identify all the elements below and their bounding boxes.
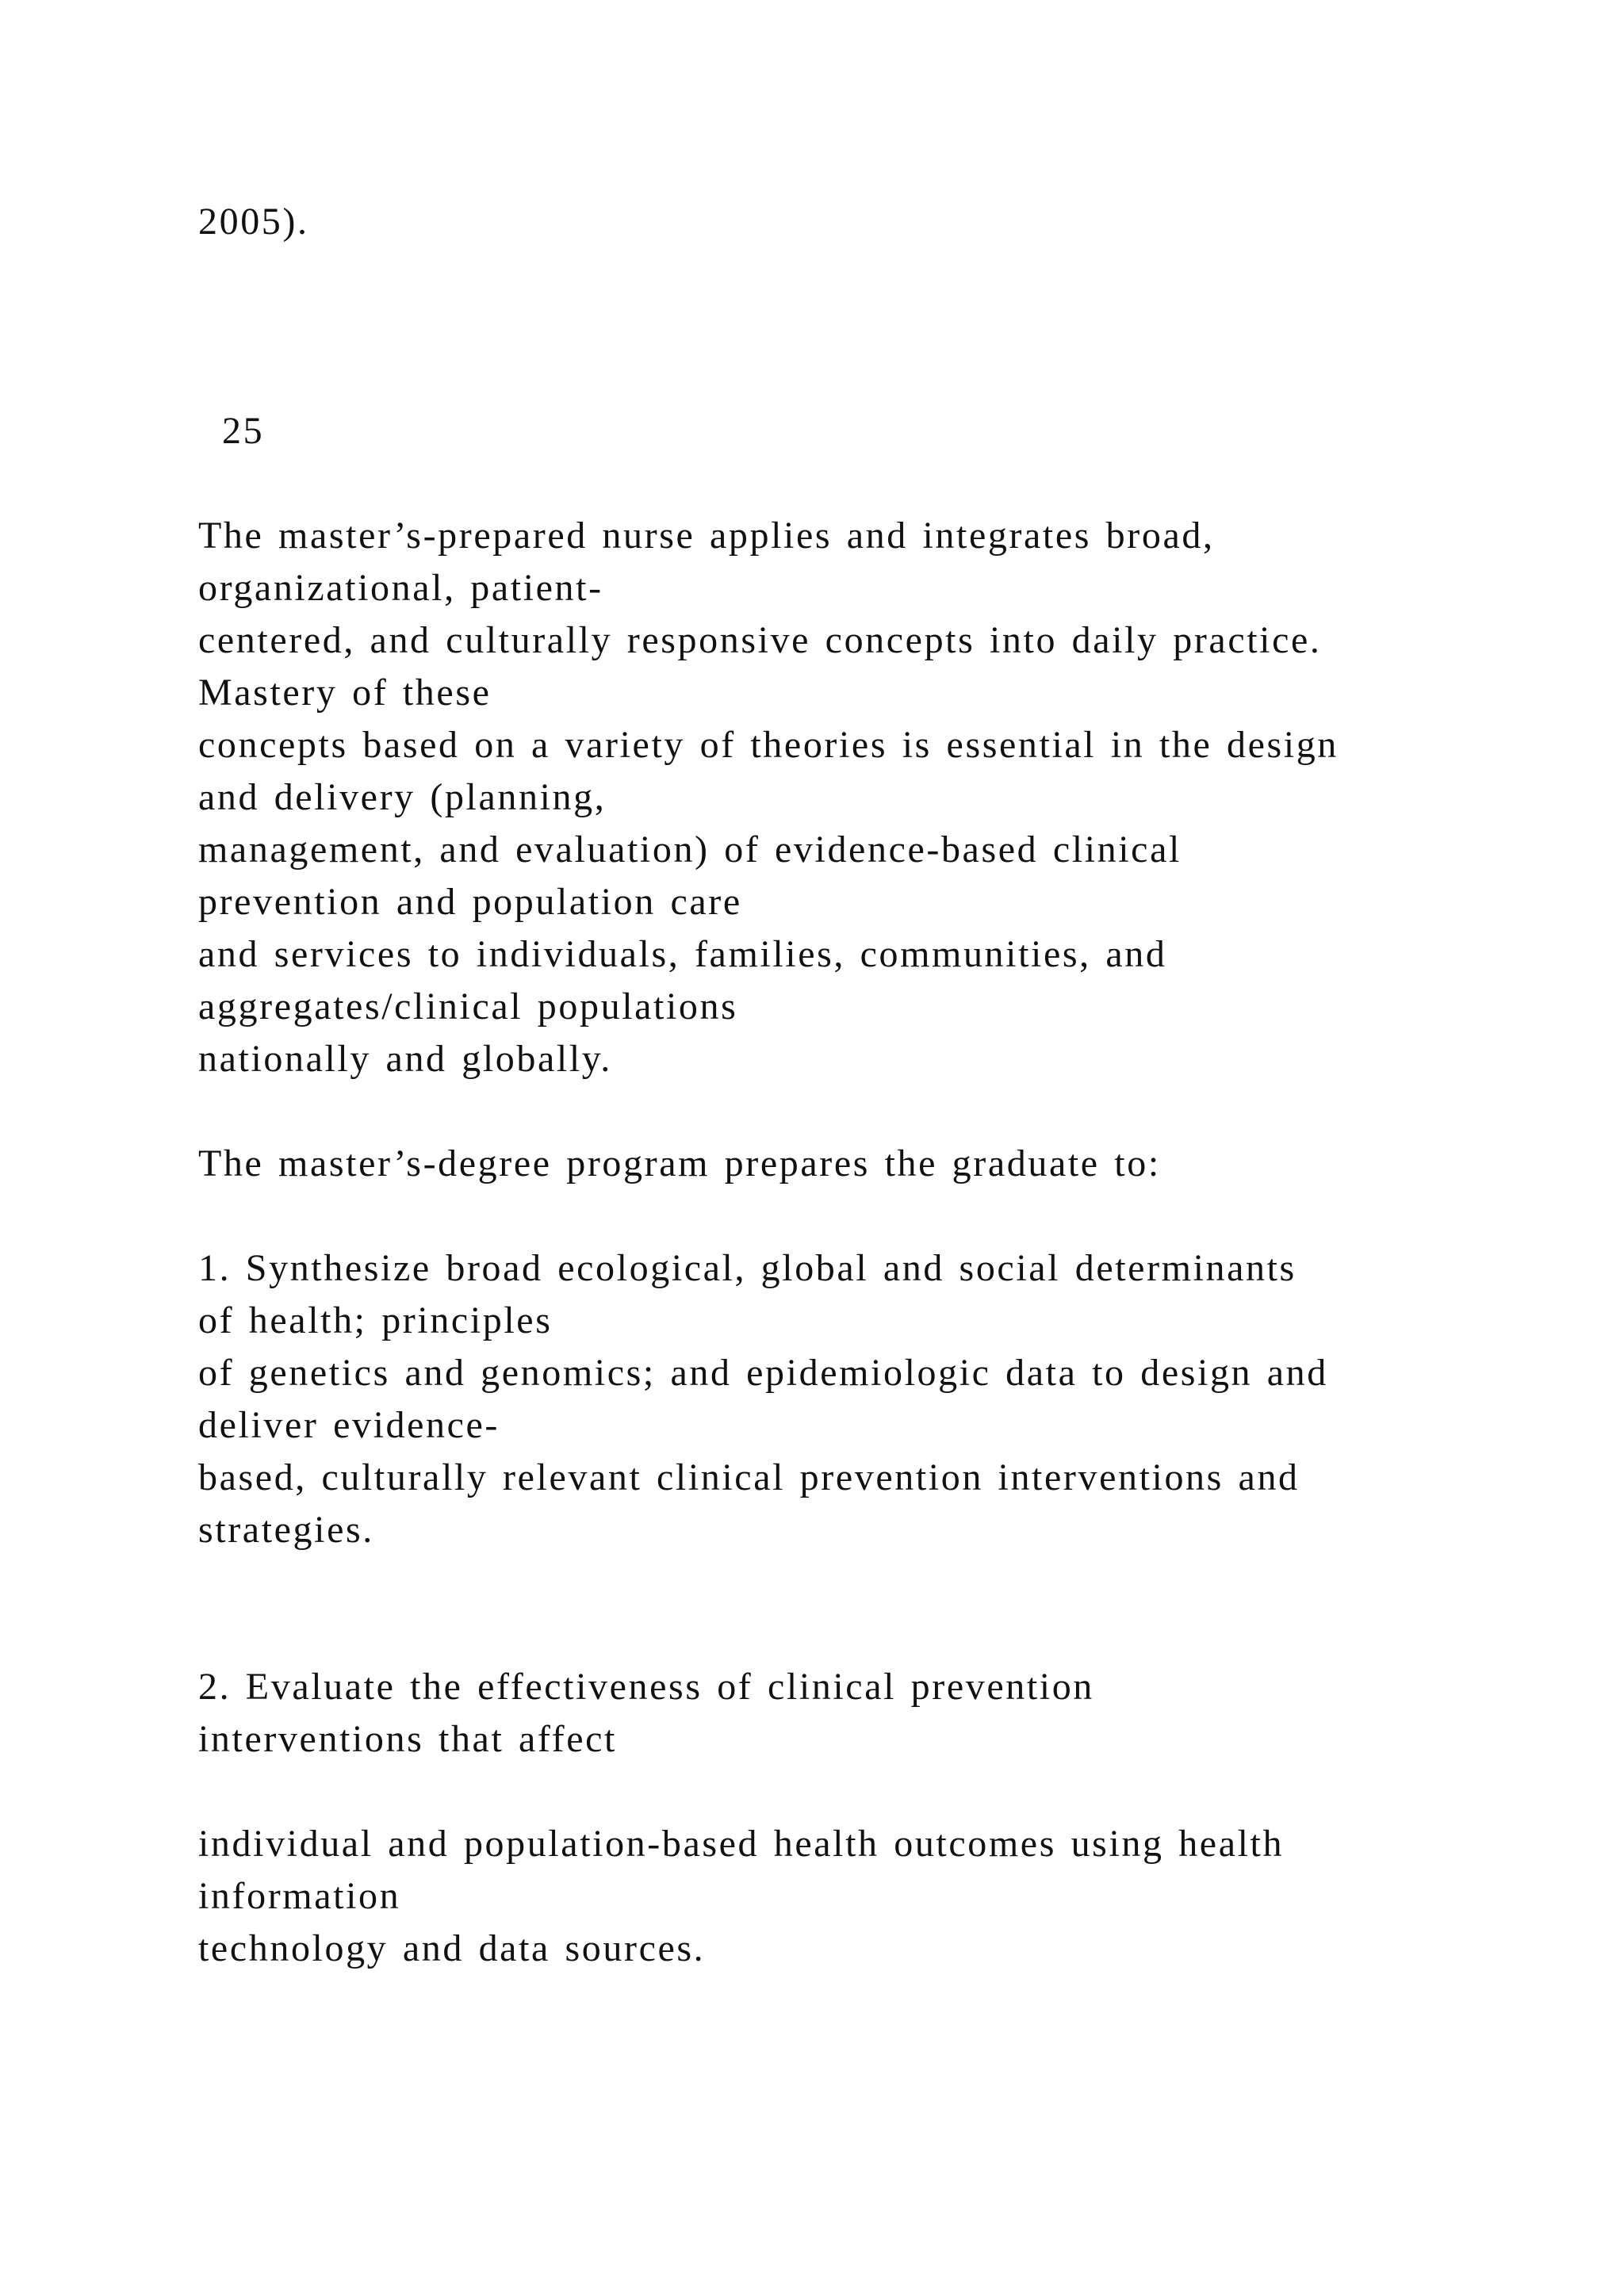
text-line: deliver evidence-	[198, 1404, 500, 1446]
text-line: individual and population-based health outcomes using health	[198, 1823, 1285, 1865]
text-line: information	[198, 1875, 401, 1917]
text-line: of health; principles	[198, 1299, 553, 1341]
text-line: concepts based on a variety of theories is essential in the design	[198, 724, 1339, 766]
lead-fragment: 2005).	[198, 201, 309, 243]
text-line: prevention and population care	[198, 881, 742, 923]
text-line: and delivery (planning,	[198, 776, 607, 818]
text-line: organizational, patient-	[198, 567, 603, 609]
text-line: management, and evaluation) of evidence-based clinical	[198, 828, 1182, 871]
text-line: 1. Synthesize broad ecological, global and social determinants	[198, 1247, 1297, 1289]
text-line: aggregates/clinical populations	[198, 985, 738, 1027]
text-line: of genetics and genomics; and epidemiologic data to design and	[198, 1352, 1328, 1394]
text-line: strategies.	[198, 1509, 374, 1551]
text-line: centered, and culturally responsive concepts into daily practice.	[198, 619, 1322, 661]
program-intro: The master’s-degree program prepares the graduate to:	[198, 1142, 1161, 1184]
text-line: interventions that affect	[198, 1718, 617, 1760]
text-line: technology and data sources.	[198, 1927, 706, 1969]
page-number: 25	[222, 410, 265, 452]
text-line: and services to individuals, families, communities, and	[198, 933, 1167, 975]
text-line: 2. Evaluate the effectiveness of clinical prevention	[198, 1666, 1094, 1708]
text-line: based, culturally relevant clinical prevention interventions and	[198, 1456, 1300, 1498]
text-line: nationally and globally.	[198, 1038, 612, 1080]
text-line: Mastery of these	[198, 672, 492, 714]
text-line: The master’s-prepared nurse applies and integrates broad,	[198, 515, 1215, 557]
